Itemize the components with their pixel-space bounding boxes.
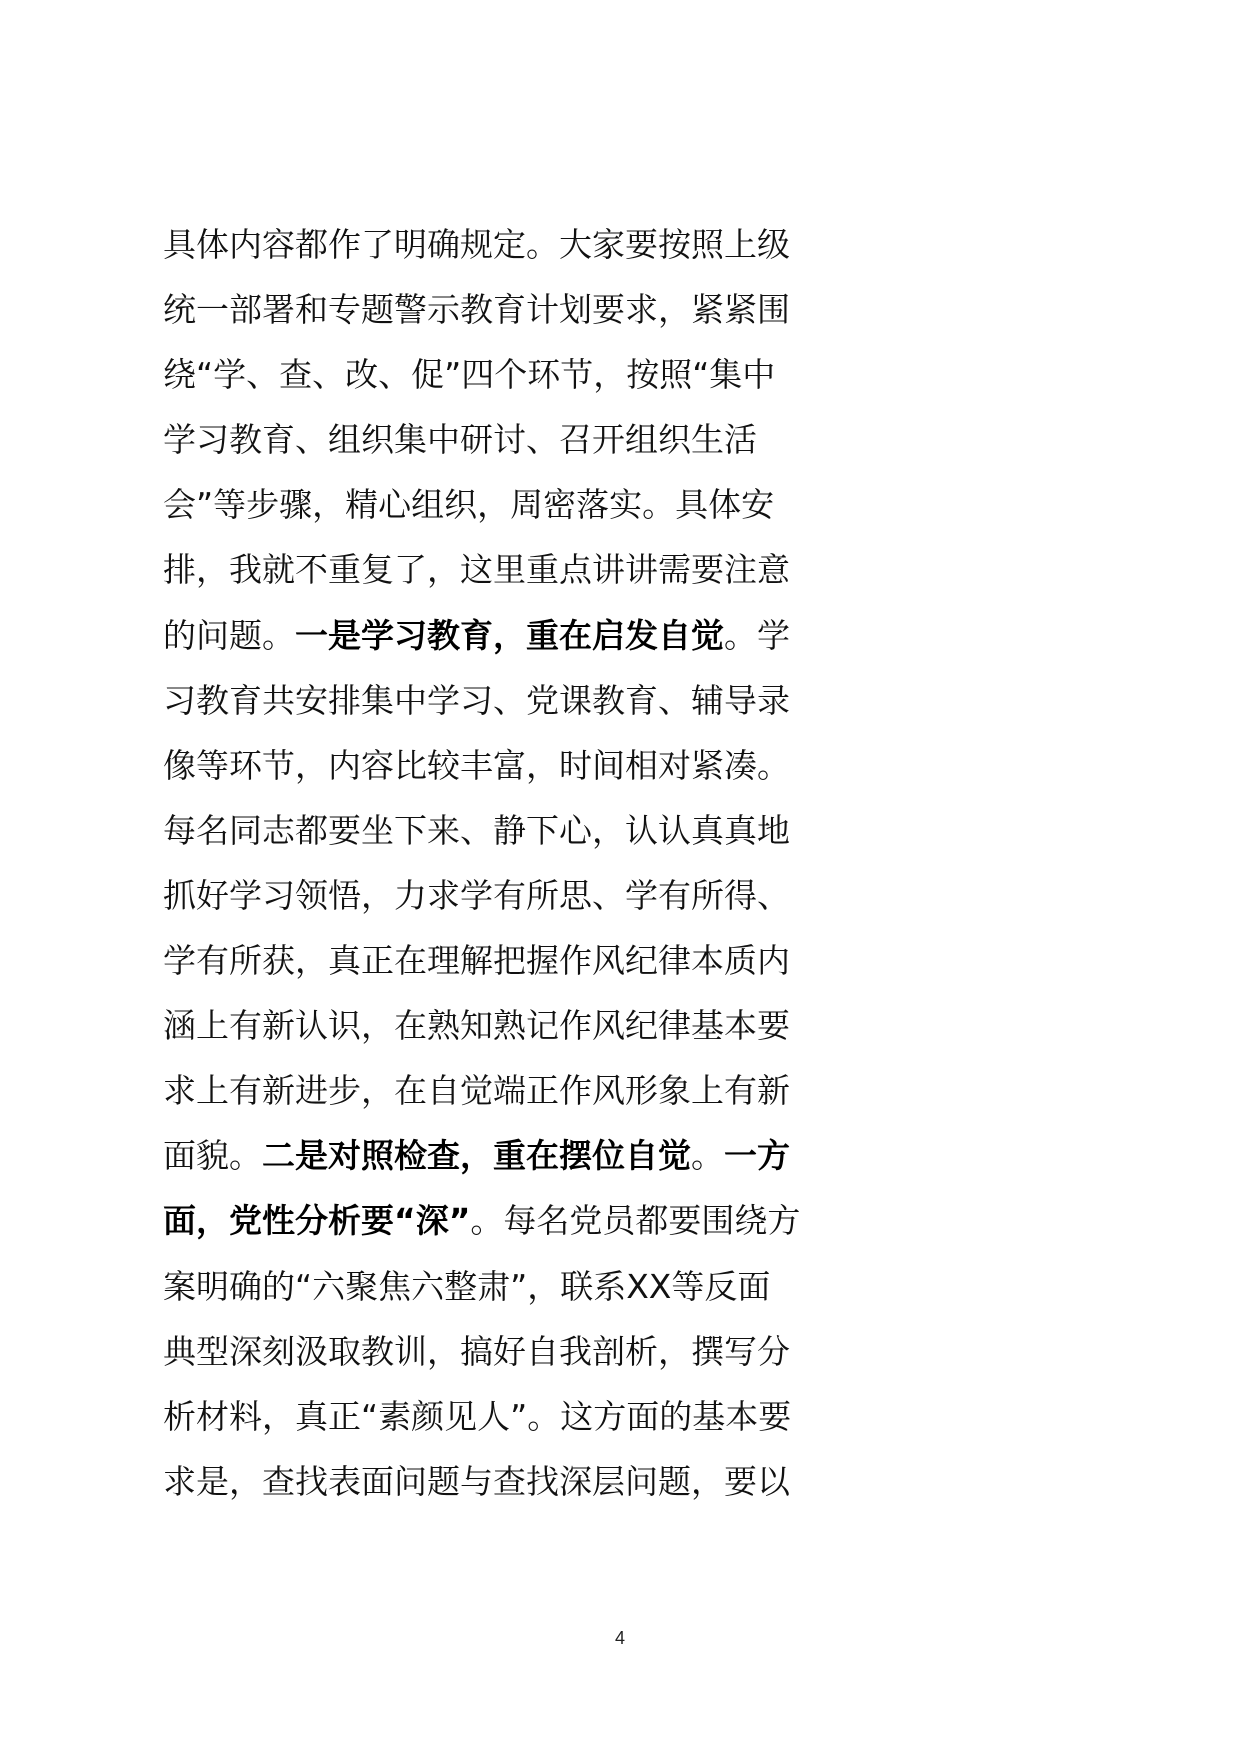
text-segment: 抓好学习领悟，力求学有所思、学有所得、	[163, 875, 790, 915]
text-line	[163, 798, 1078, 863]
text-segment: 。学	[724, 615, 790, 655]
text-segment: 学习教育、组织集中研讨、召开组织生活	[163, 420, 757, 460]
text-line	[163, 993, 1078, 1058]
text-segment: 学有所获，真正在理解把握作风纪律本质内	[163, 941, 790, 981]
text-line	[163, 537, 1078, 602]
text-line	[163, 1449, 1078, 1514]
text-line	[163, 668, 1078, 733]
bold-text-segment: 一是学习教育，重在启发自觉	[295, 615, 724, 655]
text-segment: 排，我就不重复了，这里重点讲讲需要注意	[163, 550, 790, 590]
text-segment: 像等环节，内容比较丰富，时间相对紧凑。	[163, 745, 790, 785]
bold-text-segment: 二是对照检查，重在摆位自觉	[262, 1136, 691, 1176]
text-line	[163, 1123, 1078, 1188]
text-line	[163, 1319, 1078, 1384]
text-line	[163, 1384, 1078, 1449]
text-segment: 。	[691, 1136, 724, 1176]
text-line	[163, 342, 1078, 407]
text-segment: 具体内容都作了明确规定。大家要按照上级	[163, 225, 790, 264]
text-line	[163, 1254, 1078, 1319]
text-segment: 每名同志都要坐下来、静下心，认认真真地	[163, 810, 790, 850]
text-line	[163, 1188, 1078, 1253]
text-line	[163, 212, 1078, 277]
bold-text-segment: 面，党性分析要“深”	[163, 1201, 471, 1241]
text-line	[163, 603, 1078, 668]
text-segment: 会”等步骤，精心组织，周密落实。具体安	[163, 485, 775, 525]
text-segment: 面貌。	[163, 1136, 262, 1176]
text-line	[163, 1058, 1078, 1123]
text-segment: 统一部署和专题警示教育计划要求，紧紧围	[163, 290, 790, 330]
text-segment: 绕“学、查、改、促”四个环节，按照“集中	[163, 355, 776, 395]
text-line	[163, 863, 1078, 928]
text-segment: 的问题。	[163, 615, 295, 655]
text-line	[163, 277, 1078, 342]
text-line	[163, 407, 1078, 472]
text-segment: 涵上有新认识，在熟知熟记作风纪律基本要	[163, 1006, 790, 1046]
page-number: 4	[614, 1628, 625, 1648]
text-line	[163, 733, 1078, 798]
text-segment: 。每名党员都要围绕方	[470, 1201, 801, 1241]
text-segment: 案明确的“六聚焦六整肃”，联系XX等反面	[163, 1266, 771, 1306]
text-segment: 析材料，真正“素颜见人”。这方面的基本要	[163, 1396, 792, 1436]
body-text	[163, 212, 1078, 1514]
text-segment: 典型深刻汲取教训，搞好自我剖析，撰写分	[163, 1331, 790, 1371]
text-line	[163, 928, 1078, 993]
text-line	[163, 472, 1078, 537]
text-segment: 求是，查找表面问题与查找深层问题，要以	[163, 1461, 790, 1501]
text-segment: 习教育共安排集中学习、党课教育、辅导录	[163, 680, 790, 720]
text-segment: 求上有新进步，在自觉端正作风形象上有新	[163, 1071, 790, 1111]
bold-text-segment: 一方	[724, 1136, 790, 1176]
